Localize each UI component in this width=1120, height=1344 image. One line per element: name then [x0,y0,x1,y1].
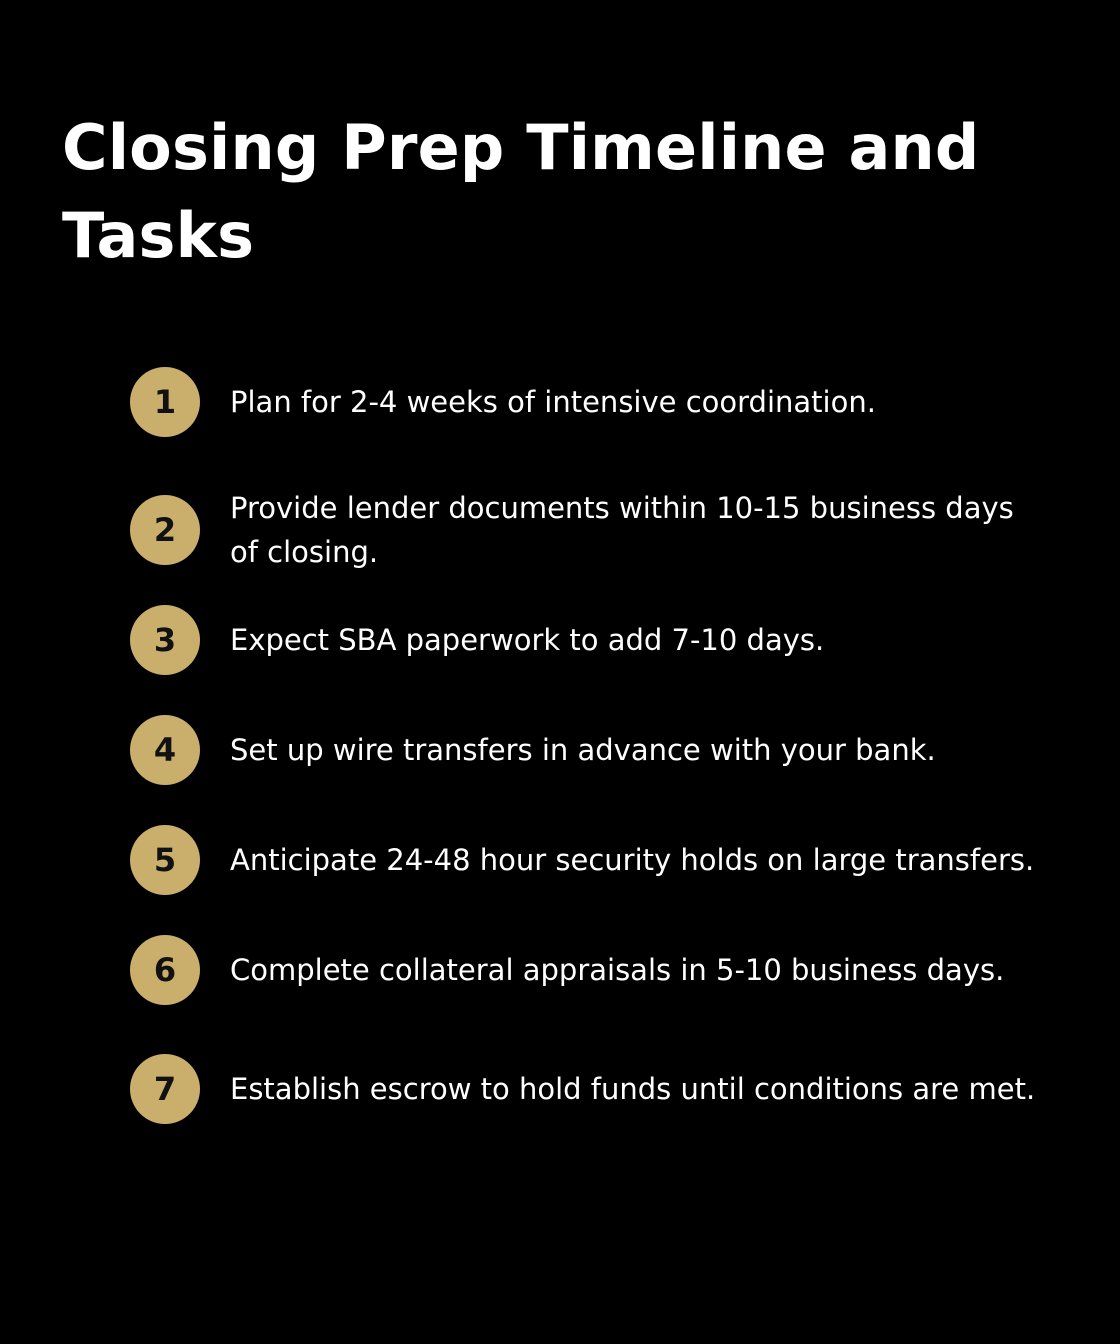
page-title: Closing Prep Timeline and Tasks [62,111,980,272]
step-number-badge: 7 [130,1054,200,1124]
step-text: Anticipate 24-48 hour security holds on large transfers. [230,843,1035,877]
step-text: Complete collateral appraisals in 5-10 business days. [230,953,1005,987]
step-item [130,825,1070,895]
step-item [130,486,1070,574]
step-number-badge: 3 [130,605,200,675]
step-item [130,935,1070,1005]
step-number-badge: 6 [130,935,200,1005]
step-text: Provide lender documents within 10-15 business days of closing. [230,491,1014,569]
step-number-badge: 4 [130,715,200,785]
step-item [130,367,1070,437]
step-item [130,1054,1070,1124]
step-item [130,605,1070,675]
step-number-badge: 1 [130,367,200,437]
step-text: Plan for 2-4 weeks of intensive coordination. [230,385,876,419]
step-number-badge: 5 [130,825,200,895]
step-text: Expect SBA paperwork to add 7-10 days. [230,623,825,657]
step-number-badge: 2 [130,495,200,565]
step-text: Establish escrow to hold funds until conditions are met. [230,1072,1036,1106]
step-item [130,715,1070,785]
step-text: Set up wire transfers in advance with your bank. [230,733,936,767]
